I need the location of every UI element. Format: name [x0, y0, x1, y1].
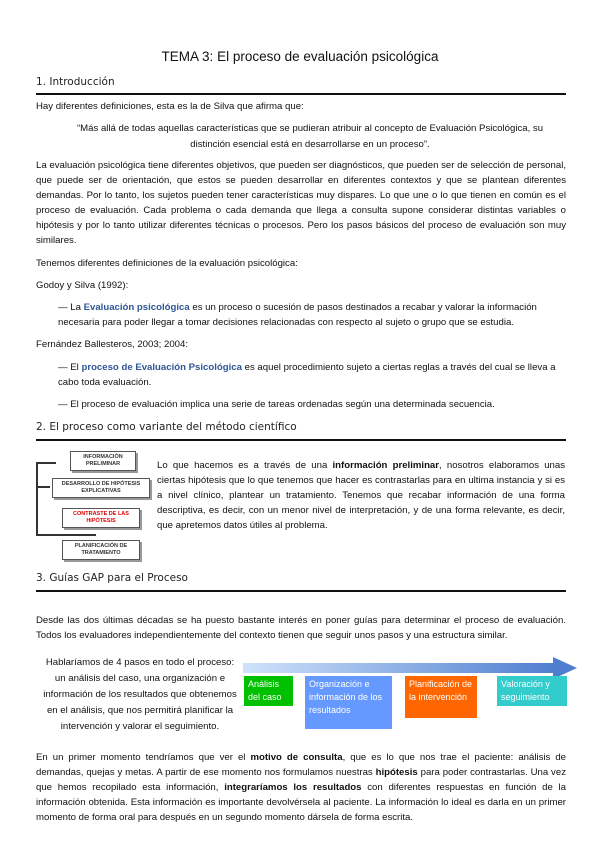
- flow-box-contrast: CONTRASTE DE LAS HIPÓTESIS: [62, 508, 140, 528]
- keyword: integraríamos los resultados: [224, 782, 362, 793]
- keyword: hipótesis: [375, 767, 418, 778]
- flow-box-preliminary: INFORMACIÓN PRELIMINAR: [70, 451, 136, 471]
- document-title: TEMA 3: El proceso de evaluación psicológica: [161, 49, 439, 64]
- section-1-heading: 1. Introducción: [36, 76, 115, 88]
- paragraph: Desde las dos últimas décadas se ha puesto bastante interés en poner guías para determinar el proceso de evaluación. Todos los evaluadores independientemente del contexto tienen que seguir unos pasos y una estructura similar.: [36, 615, 566, 641]
- flow-box-hypotheses: DESARROLLO DE HIPÓTESIS EXPLICATIVAS: [52, 478, 150, 498]
- keyword: Evaluación psicológica: [83, 302, 190, 313]
- steps-description: Hablaríamos de 4 pasos en todo el proceso: un análisis del caso, una organización e información de los resultados que obtenemos en el análisis, que nos permitirá planificar la intervención y valorar el seguimiento.: [43, 657, 237, 732]
- text: con diferentes respuestas en función de la información obtenida. Esta información es importante devolvérsela al paciente. La información lo ideal es darla en un primer momento de forma oral para después en un segundo momento dársela de forma escrita.: [36, 782, 567, 823]
- divider: [36, 590, 566, 592]
- text: , nosotros elaboramos unas ciertas hipótesis que lo que tenemos que hacer es contrastarlas para en ultima instancia y si es a nivel clínico, plantear un tratamiento. Tenemos que recabar información de una forma descriptiva, es decir, con un menor nivel de interpretación, y de una forma relevante, es decir, que apretemos datos útiles al problema.: [157, 460, 566, 531]
- keyword: motivo de consulta: [250, 752, 343, 763]
- step-analysis: Análisis del caso: [244, 676, 293, 706]
- step-organization: Organización e información de los resultados: [305, 676, 392, 729]
- citation: Fernández Ballesteros, 2003; 2004:: [36, 339, 189, 350]
- text: — La: [58, 302, 84, 313]
- keyword: información preliminar: [332, 460, 440, 471]
- paragraph: [157, 458, 565, 533]
- text: es un proceso o sucesión de pasos destinados a recabar y valorar la información necesaria para poder llegar a tomar decisiones relacionadas con respecto al sujeto o grupo que se estudia.: [58, 302, 537, 328]
- process-flowchart: [30, 448, 160, 558]
- text: es aquel procedimiento sujeto a ciertas reglas a través del cual se lleva a cabo toda evaluación.: [58, 362, 556, 388]
- text: — El: [58, 362, 82, 373]
- section-2-heading: 2. El proceso como variante del método científico: [36, 421, 297, 433]
- step-valuation: Valoración y seguimiento: [497, 676, 567, 706]
- text: Lo que hacemos es a través de una: [157, 460, 333, 471]
- definition-item: — El proceso de evaluación implica una serie de tareas ordenadas según una determinada secuencia.: [58, 399, 495, 410]
- section-3-heading: 3. Guías GAP para el Proceso: [36, 572, 188, 584]
- citation: Godoy y Silva (1992):: [36, 280, 129, 291]
- divider: [36, 439, 566, 441]
- text: En un primer momento tendríamos que ver el: [36, 752, 251, 763]
- definition-item: [58, 300, 563, 330]
- step-planning: Planificación de la intervención: [405, 676, 477, 718]
- keyword: proceso de Evaluación Psicológica: [81, 362, 242, 373]
- paragraph: Tenemos diferentes definiciones de la evaluación psicológica:: [36, 258, 298, 269]
- flow-box-treatment: PLANIFICACIÓN DE TRATAMIENTO: [62, 540, 140, 560]
- paragraph: [36, 750, 566, 825]
- text: , que es lo que nos trae el paciente: análisis de demandas, quejas y metas. A partir de ese momento nos formulamos nuestras: [36, 752, 566, 778]
- paragraph: Hay diferentes definiciones, esta es la de Silva que afirma que:: [36, 101, 304, 112]
- definition-item: [58, 360, 563, 390]
- divider: [36, 93, 566, 95]
- quote: “Más allá de todas aquellas características que se pudieran atribuir al concepto de Evaluación Psicológica, su distinción esencial está en desarrollarse en un proceso”.: [76, 123, 544, 150]
- text: para poder contrastarlas. Una vez que hemos recopilado esta información,: [36, 767, 566, 793]
- paragraph: La evaluación psicológica tiene diferentes objetivos, que pueden ser diagnósticos, que pueden ser de selección de personal, que puede ser de orientación, que estos se pueden desarrollar en diferentes contextos y que se plantean diferentes demandas. Por lo tanto, los sujetos pueden tener características muy dispares. Lo que une o lo que tienen en común es el proceso de evaluación. Cada problema o cada demanda que llega a consulta supone considerar distintas variables o hipótesis y por lo tanto utilizar diferentes técnicas o procesos. Pero los pasos básicos del proceso de evaluación son muy similares.: [36, 160, 566, 246]
